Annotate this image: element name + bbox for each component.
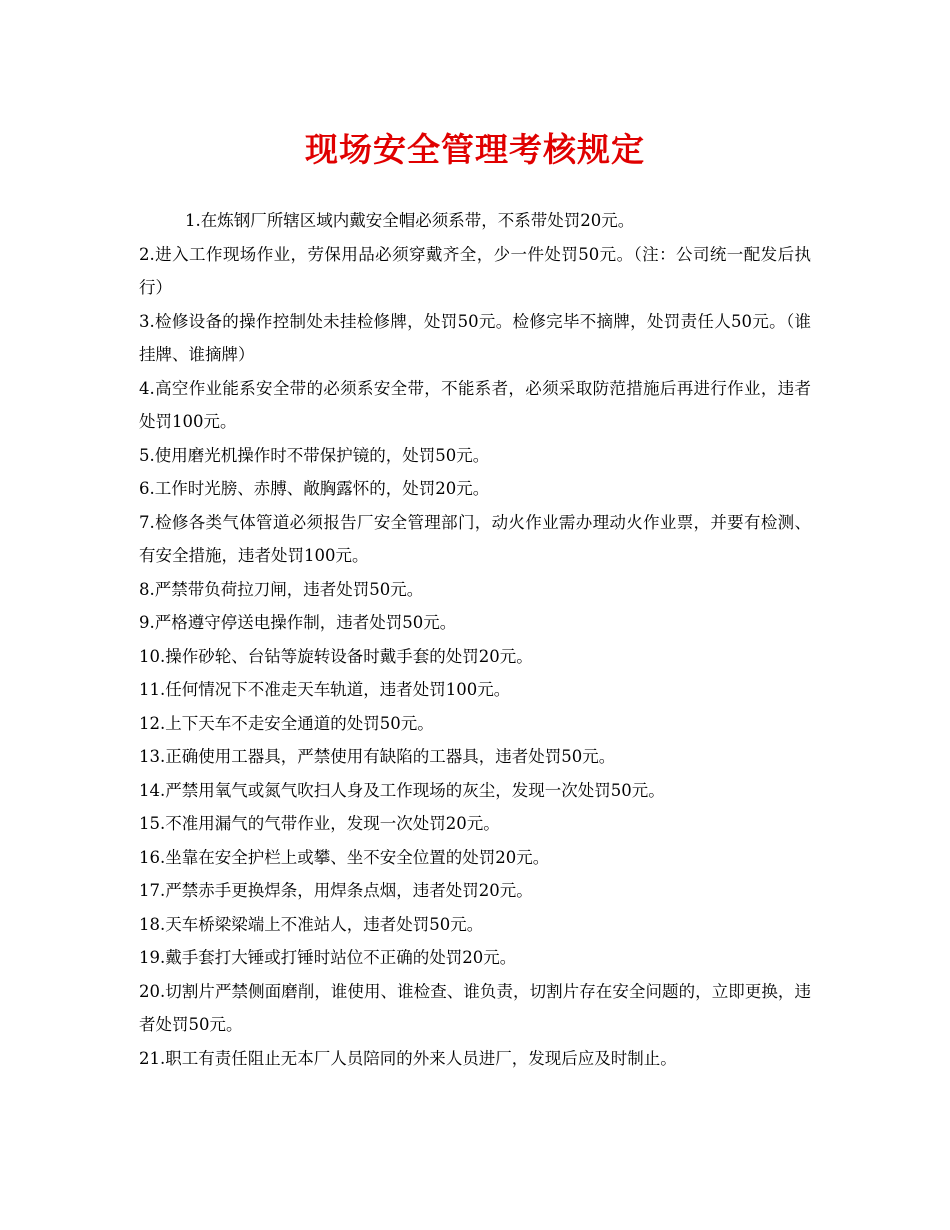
- regulation-item-12: 12.上下天车不走安全通道的处罚50元。: [139, 713, 434, 733]
- regulation-item-20: 20.切割片严禁侧面磨削，谁使用、谁检查、谁负责，切割片存在安全问题的，立即更换，违者处罚50元。: [139, 981, 811, 1034]
- regulation-item-7: 7.检修各类气体管道必须报告厂安全管理部门，动火作业需办理动火作业票，并要有检测、有安全措施，违者处罚100元。: [139, 512, 811, 565]
- regulation-list: [139, 204, 811, 1075]
- regulation-item-1: 1.在炼钢厂所辖区域内戴安全帽必须系带，不系带处罚20元。: [185, 211, 635, 230]
- regulation-item-9: 9.严格遵守停送电操作制，违者处罚50元。: [139, 613, 457, 632]
- regulation-item-6: 6.工作时光膀、赤膊、敞胸露怀的，处罚20元。: [139, 479, 490, 498]
- regulation-item-5: 5.使用磨光机操作时不带保护镜的，处罚50元。: [139, 445, 490, 465]
- regulation-item-11: 11.任何情况下不准走天车轨道，违者处罚100元。: [139, 680, 511, 699]
- regulation-item-21: 21.职工有责任阻止无本厂人员陪同的外来人员进厂，发现后应及时制止。: [139, 1048, 677, 1068]
- regulation-item-14: 14.严禁用氧气或氮气吹扫人身及工作现场的灰尘，发现一次处罚50元。: [139, 780, 665, 800]
- regulation-item-10: 10.操作砂轮、台钻等旋转设备时戴手套的处罚20元。: [139, 646, 533, 666]
- regulation-item-18: 18.天车桥梁梁端上不准站人，违者处罚50元。: [139, 914, 484, 934]
- regulation-item-17: 17.严禁赤手更换焊条，用焊条点烟，违者处罚20元。: [139, 881, 533, 900]
- regulation-item-8: 8.严禁带负荷拉刀闸，违者处罚50元。: [139, 579, 424, 599]
- regulation-item-2: 2.进入工作现场作业，劳保用品必须穿戴齐全，少一件处罚50元。（注：公司统一配发后执行）: [139, 244, 811, 297]
- regulation-item-3: 3.检修设备的操作控制处未挂检修牌，处罚50元。检修完毕不摘牌，处罚责任人50元。（谁挂牌、谁摘牌）: [139, 311, 811, 364]
- regulation-item-13: 13.正确使用工器具，严禁使用有缺陷的工器具，违者处罚50元。: [139, 747, 616, 766]
- document-title: 现场安全管理考核规定: [305, 130, 645, 169]
- regulation-item-16: 16.坐靠在安全护栏上或攀、坐不安全位置的处罚20元。: [139, 847, 550, 867]
- regulation-item-15: 15.不准用漏气的气带作业，发现一次处罚20元。: [139, 814, 500, 833]
- regulation-item-19: 19.戴手套打大锤或打锤时站位不正确的处罚20元。: [139, 948, 517, 967]
- regulation-item-4: 4.高空作业能系安全带的必须系安全带，不能系者，必须采取防范措施后再进行作业，违者处罚100元。: [139, 378, 811, 431]
